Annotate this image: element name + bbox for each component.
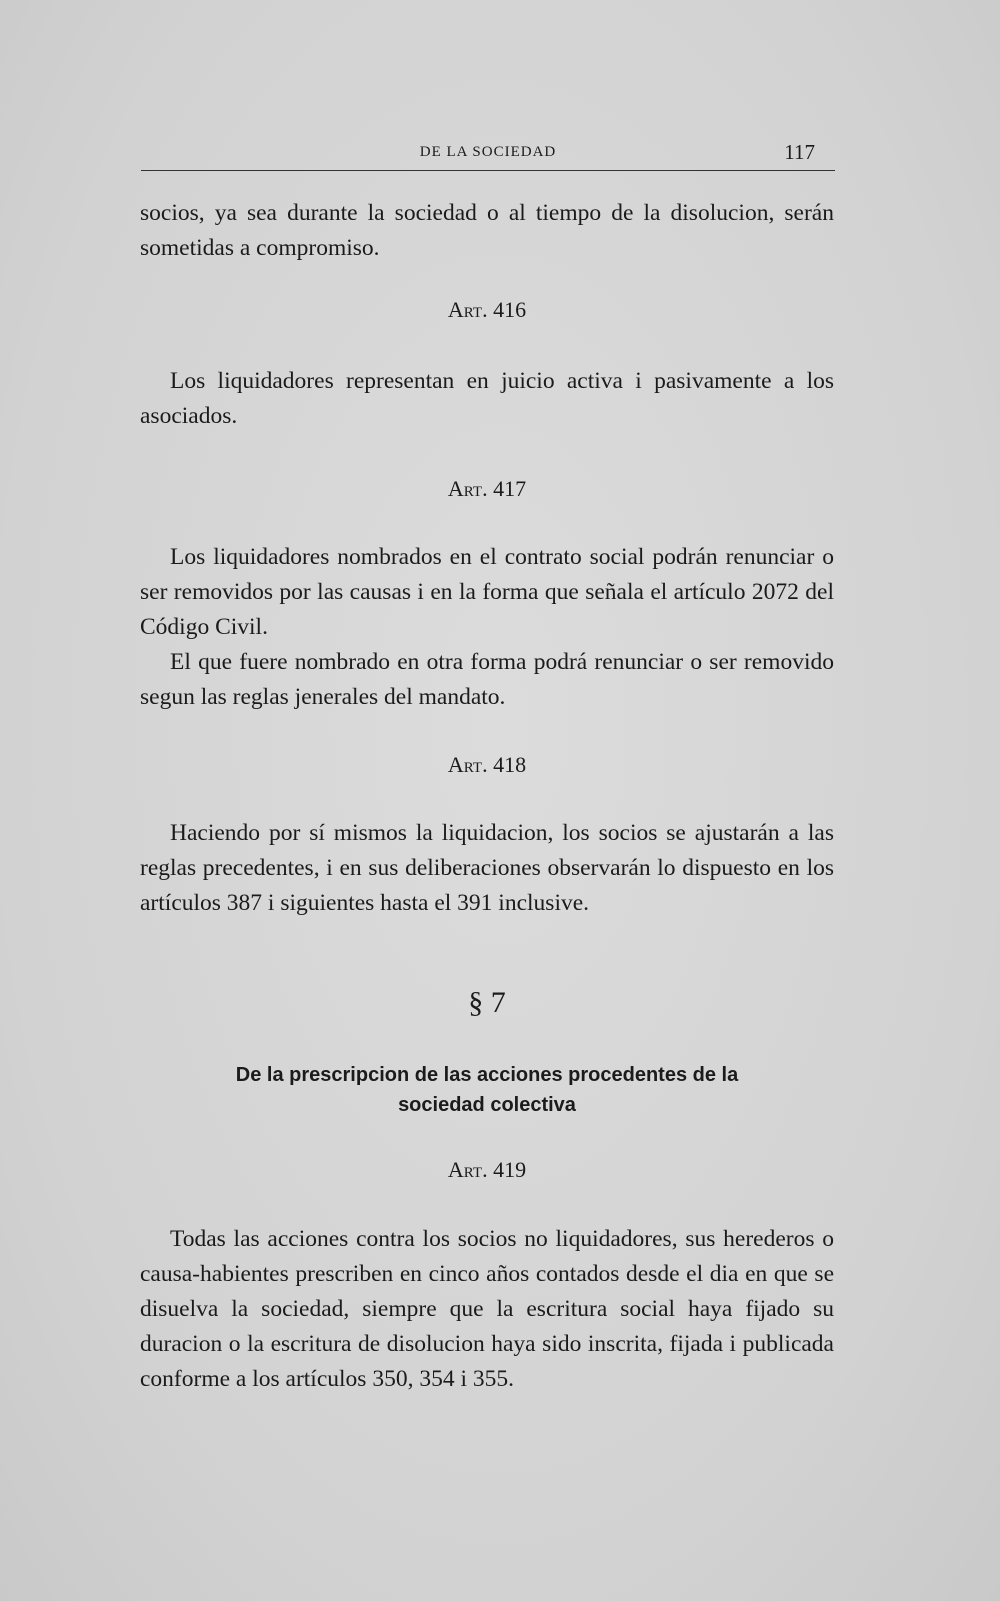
paragraph-418: Haciendo por sí mismos la liquidacion, los socios se ajustarán a las reglas precedentes, i en sus deliberaciones observarán lo dispuesto en los artículos 387 i siguientes hasta el 391 inclusive. [140, 820, 834, 916]
article-label: Art. [447, 752, 488, 777]
section-title-line-2: sociedad colectiva [398, 1094, 576, 1116]
running-head: DE LA SOCIEDAD [419, 144, 557, 160]
paragraph-419: Todas las acciones contra los socios no liquidadores, sus herederos o causa-habientes prescriben en cinco años contados desde el dia en que se disuelva la sociedad, siempre que la escritura social haya fijado su duracion o la escritura de disolucion haya sido inscrita, fijada i publicada conforme a los artículos 350, 354 i 355. [140, 1226, 834, 1392]
section-title [140, 1060, 834, 1120]
article-label: Art. [447, 1157, 488, 1182]
article-417-heading [140, 476, 834, 502]
article-number: 419 [493, 1157, 527, 1182]
paragraph-416: Los liquidadores representan en juicio activa i pasivamente a los asociados. [140, 368, 834, 429]
article-number: 418 [493, 752, 527, 777]
article-number: 416 [493, 297, 527, 322]
paragraph-417b: El que fuere nombrado en otra forma podrá renunciar o ser removido segun las reglas jenerales del mandato. [140, 649, 834, 710]
page-number: 117 [784, 140, 815, 164]
article-label: Art. [447, 297, 488, 322]
article-419-heading [140, 1157, 834, 1183]
section-mark: § 7 [468, 986, 506, 1019]
article-416-heading [140, 297, 834, 323]
paragraph-intro: socios, ya sea durante la sociedad o al tiempo de la disolucion, serán sometidas a compromiso. [140, 200, 834, 261]
page-header [141, 140, 835, 171]
article-number: 417 [493, 476, 527, 501]
article-label: Art. [447, 476, 488, 501]
article-418-heading [140, 752, 834, 778]
section-title-line-1: De la prescripcion de las acciones procedentes de la [235, 1064, 739, 1086]
paragraph-417a: Los liquidadores nombrados en el contrato social podrán renunciar o ser removidos por las causas i en la forma que señala el artículo 2072 del Código Civil. [140, 544, 834, 640]
